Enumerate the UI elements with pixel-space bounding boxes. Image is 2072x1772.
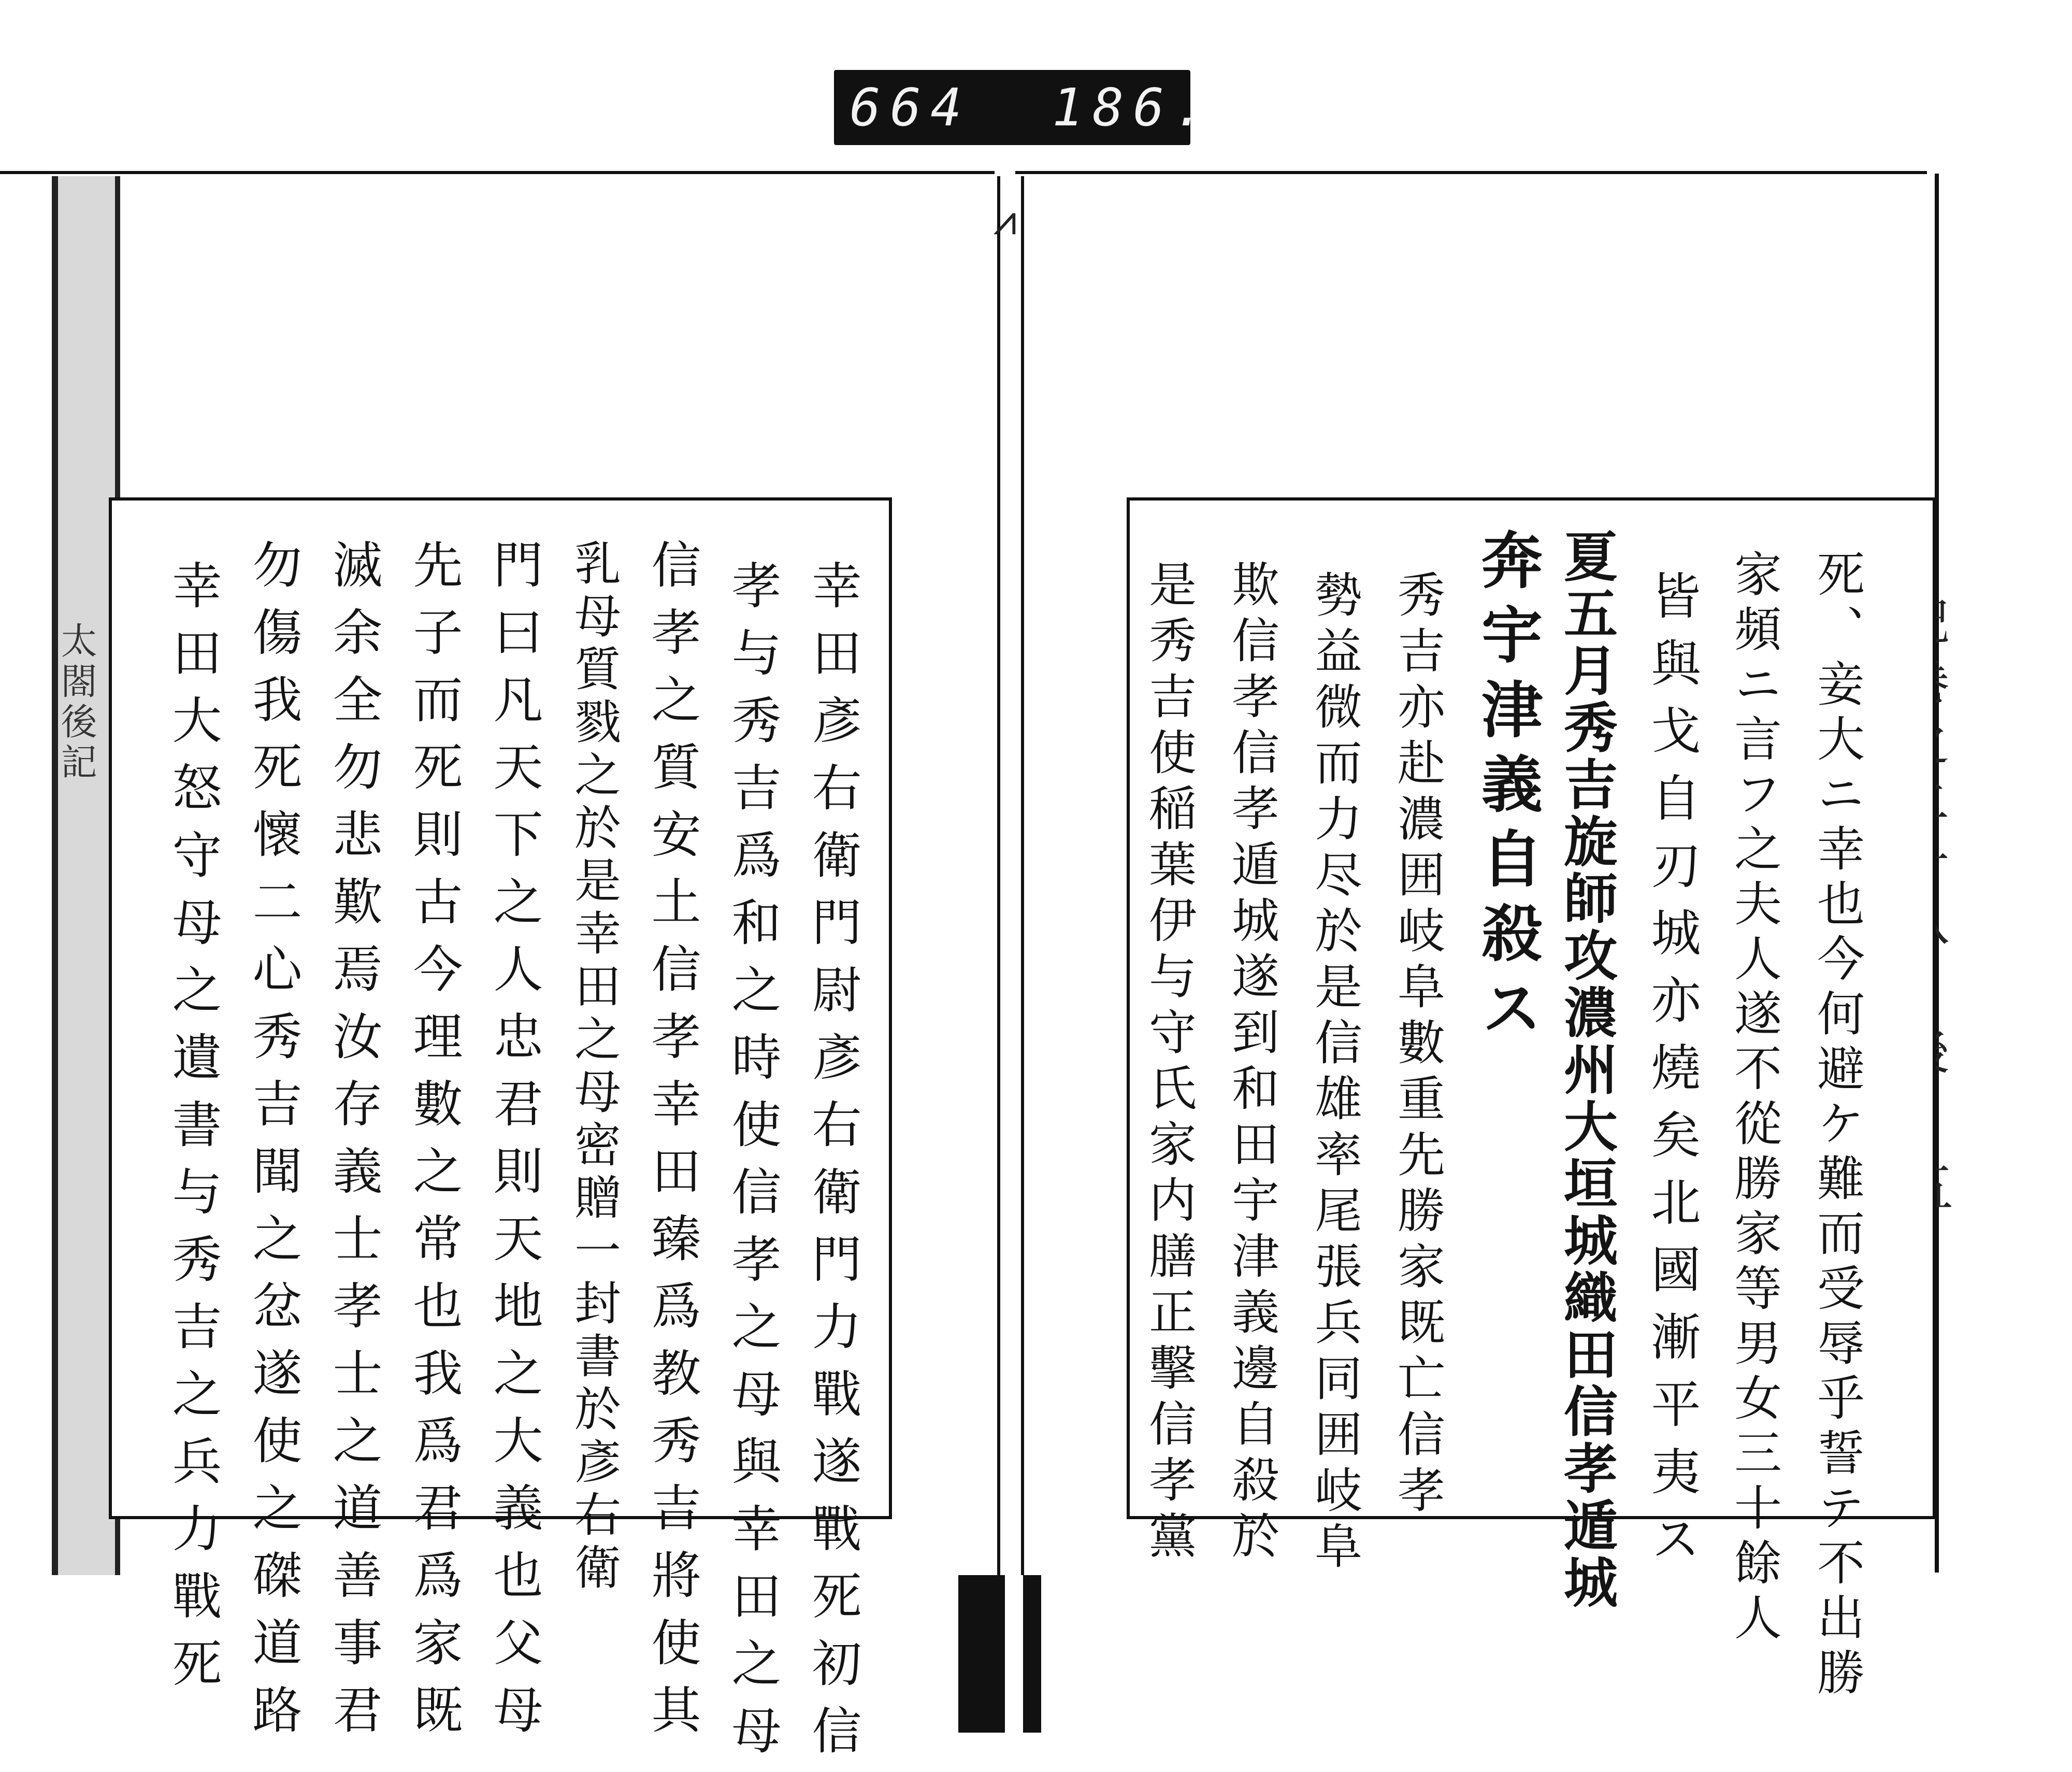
right-col-6: 秀吉亦赴濃囲岐阜數重先勝家既亡信孝: [1390, 570, 1445, 1521]
left-col-6: 先子而死則古今理數之常也我爲君爲家既: [405, 539, 463, 1751]
binding-gutter: [997, 176, 1024, 1575]
left-col-1: 幸田彥右衛門尉彥右衛門力戰遂戰死初信: [804, 560, 862, 1772]
gutter-shadow: [958, 1575, 1005, 1733]
right-col-3: 皆與戈自刃城亦燒矣北國漸平夷ス: [1643, 570, 1701, 1580]
left-col-8: 勿傷我死懷二心秀吉聞之忿遂使之磔道路: [244, 539, 303, 1751]
left-col-7: 滅余全勿悲歎焉汝存義士孝士之道善事君: [325, 539, 383, 1751]
right-heading-1: 夏五月秀吉旋師攻濃州大垣城織田信孝遁城: [1555, 528, 1618, 1611]
left-col-4: 乳母質戮之於是幸田之母密贈一封書於彥右衛: [566, 539, 621, 1596]
right-col-8: 欺信孝信孝遁城遂到和田宇津義邊自殺於: [1224, 560, 1279, 1567]
folio-number: 664 186.: [850, 77, 1214, 138]
left-col-3: 信孝之質安土信孝幸田臻爲教秀吉將使其: [643, 539, 701, 1751]
left-col-2: 孝与秀吉爲和之時使信孝之母與幸田之母: [724, 560, 782, 1772]
left-col-5: 門曰凡天下之人忠君則天地之大義也父母: [485, 539, 543, 1751]
right-heading-2: 奔宇津義自殺ス: [1471, 528, 1543, 1051]
right-col-9: 是秀吉使稲葉伊与守氏家内膳正擊信孝黨: [1141, 560, 1197, 1567]
right-col-1: 死、妾大ニ幸也今何避ケ難而受辱乎誓テ不出勝: [1809, 549, 1865, 1703]
spine-label: 太閤後記: [55, 622, 97, 783]
right-col-2: 家頻ニ言フ之夫人遂不從勝家等男女三十餘人: [1726, 549, 1782, 1648]
gutter-shadow-2: [1023, 1575, 1041, 1733]
right-col-7: 勢益微而力尽於是信雄率尾張兵同囲岐阜: [1307, 570, 1362, 1577]
left-col-9: 幸田大怒守母之遺書与秀吉之兵力戰死: [164, 560, 222, 1705]
binding-clip-icon: ⩘: [993, 196, 1017, 244]
